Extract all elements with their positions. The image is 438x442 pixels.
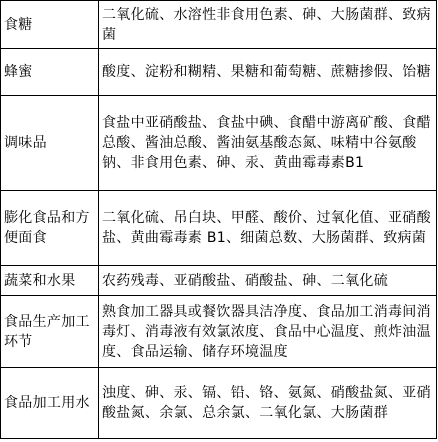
- items-cell: 农药残毒、亚硝酸盐、硝酸盐、砷、二氧化硫: [99, 266, 437, 296]
- category-cell: 蜂蜜: [1, 49, 99, 96]
- table-row: [1, 191, 437, 266]
- table-row: [1, 49, 437, 96]
- category-cell: 食品生产加工环节: [1, 296, 99, 368]
- items-cell: 二氧化硫、吊白块、甲醛、酸价、过氧化值、亚硝酸盐、黄曲霉毒素 B1、细菌总数、大肠菌群、致病菌: [99, 191, 437, 266]
- items-cell: 酸度、淀粉和糊精、果糖和葡萄糖、蔗糖掺假、饴糖: [99, 49, 437, 96]
- table-row: [1, 368, 437, 439]
- items-cell: 食盐中亚硝酸盐、食盐中碘、食醋中游离矿酸、食醋总酸、酱油总酸、酱油氨基酸态氮、味精中谷氨酸钠、非食用色素、砷、汞、黄曲霉毒素B1: [99, 96, 437, 191]
- table-row: [1, 296, 437, 368]
- category-cell: 蔬菜和水果: [1, 266, 99, 296]
- table-row: [1, 1, 437, 49]
- category-cell: 膨化食品和方便面食: [1, 191, 99, 266]
- category-cell: 调味品: [1, 96, 99, 191]
- category-cell: 食品加工用水: [1, 368, 99, 439]
- items-cell: 浊度、砷、汞、镉、铅、铬、氨氮、硝酸盐氮、亚硝酸盐氮、余氯、总余氯、二氧化氯、大肠菌群: [99, 368, 437, 439]
- items-cell: 二氧化硫、水溶性非食用色素、砷、大肠菌群、致病菌: [99, 1, 437, 49]
- items-cell: 熟食加工器具或餐饮器具洁净度、食品加工消毒间消毒灯、消毒液有效氯浓度、食品中心温度、煎炸油温度、食品运输、储存环境温度: [99, 296, 437, 368]
- table-row: [1, 266, 437, 296]
- category-cell: 食糖: [1, 1, 99, 49]
- table-row: [1, 96, 437, 191]
- table-body: [1, 1, 437, 439]
